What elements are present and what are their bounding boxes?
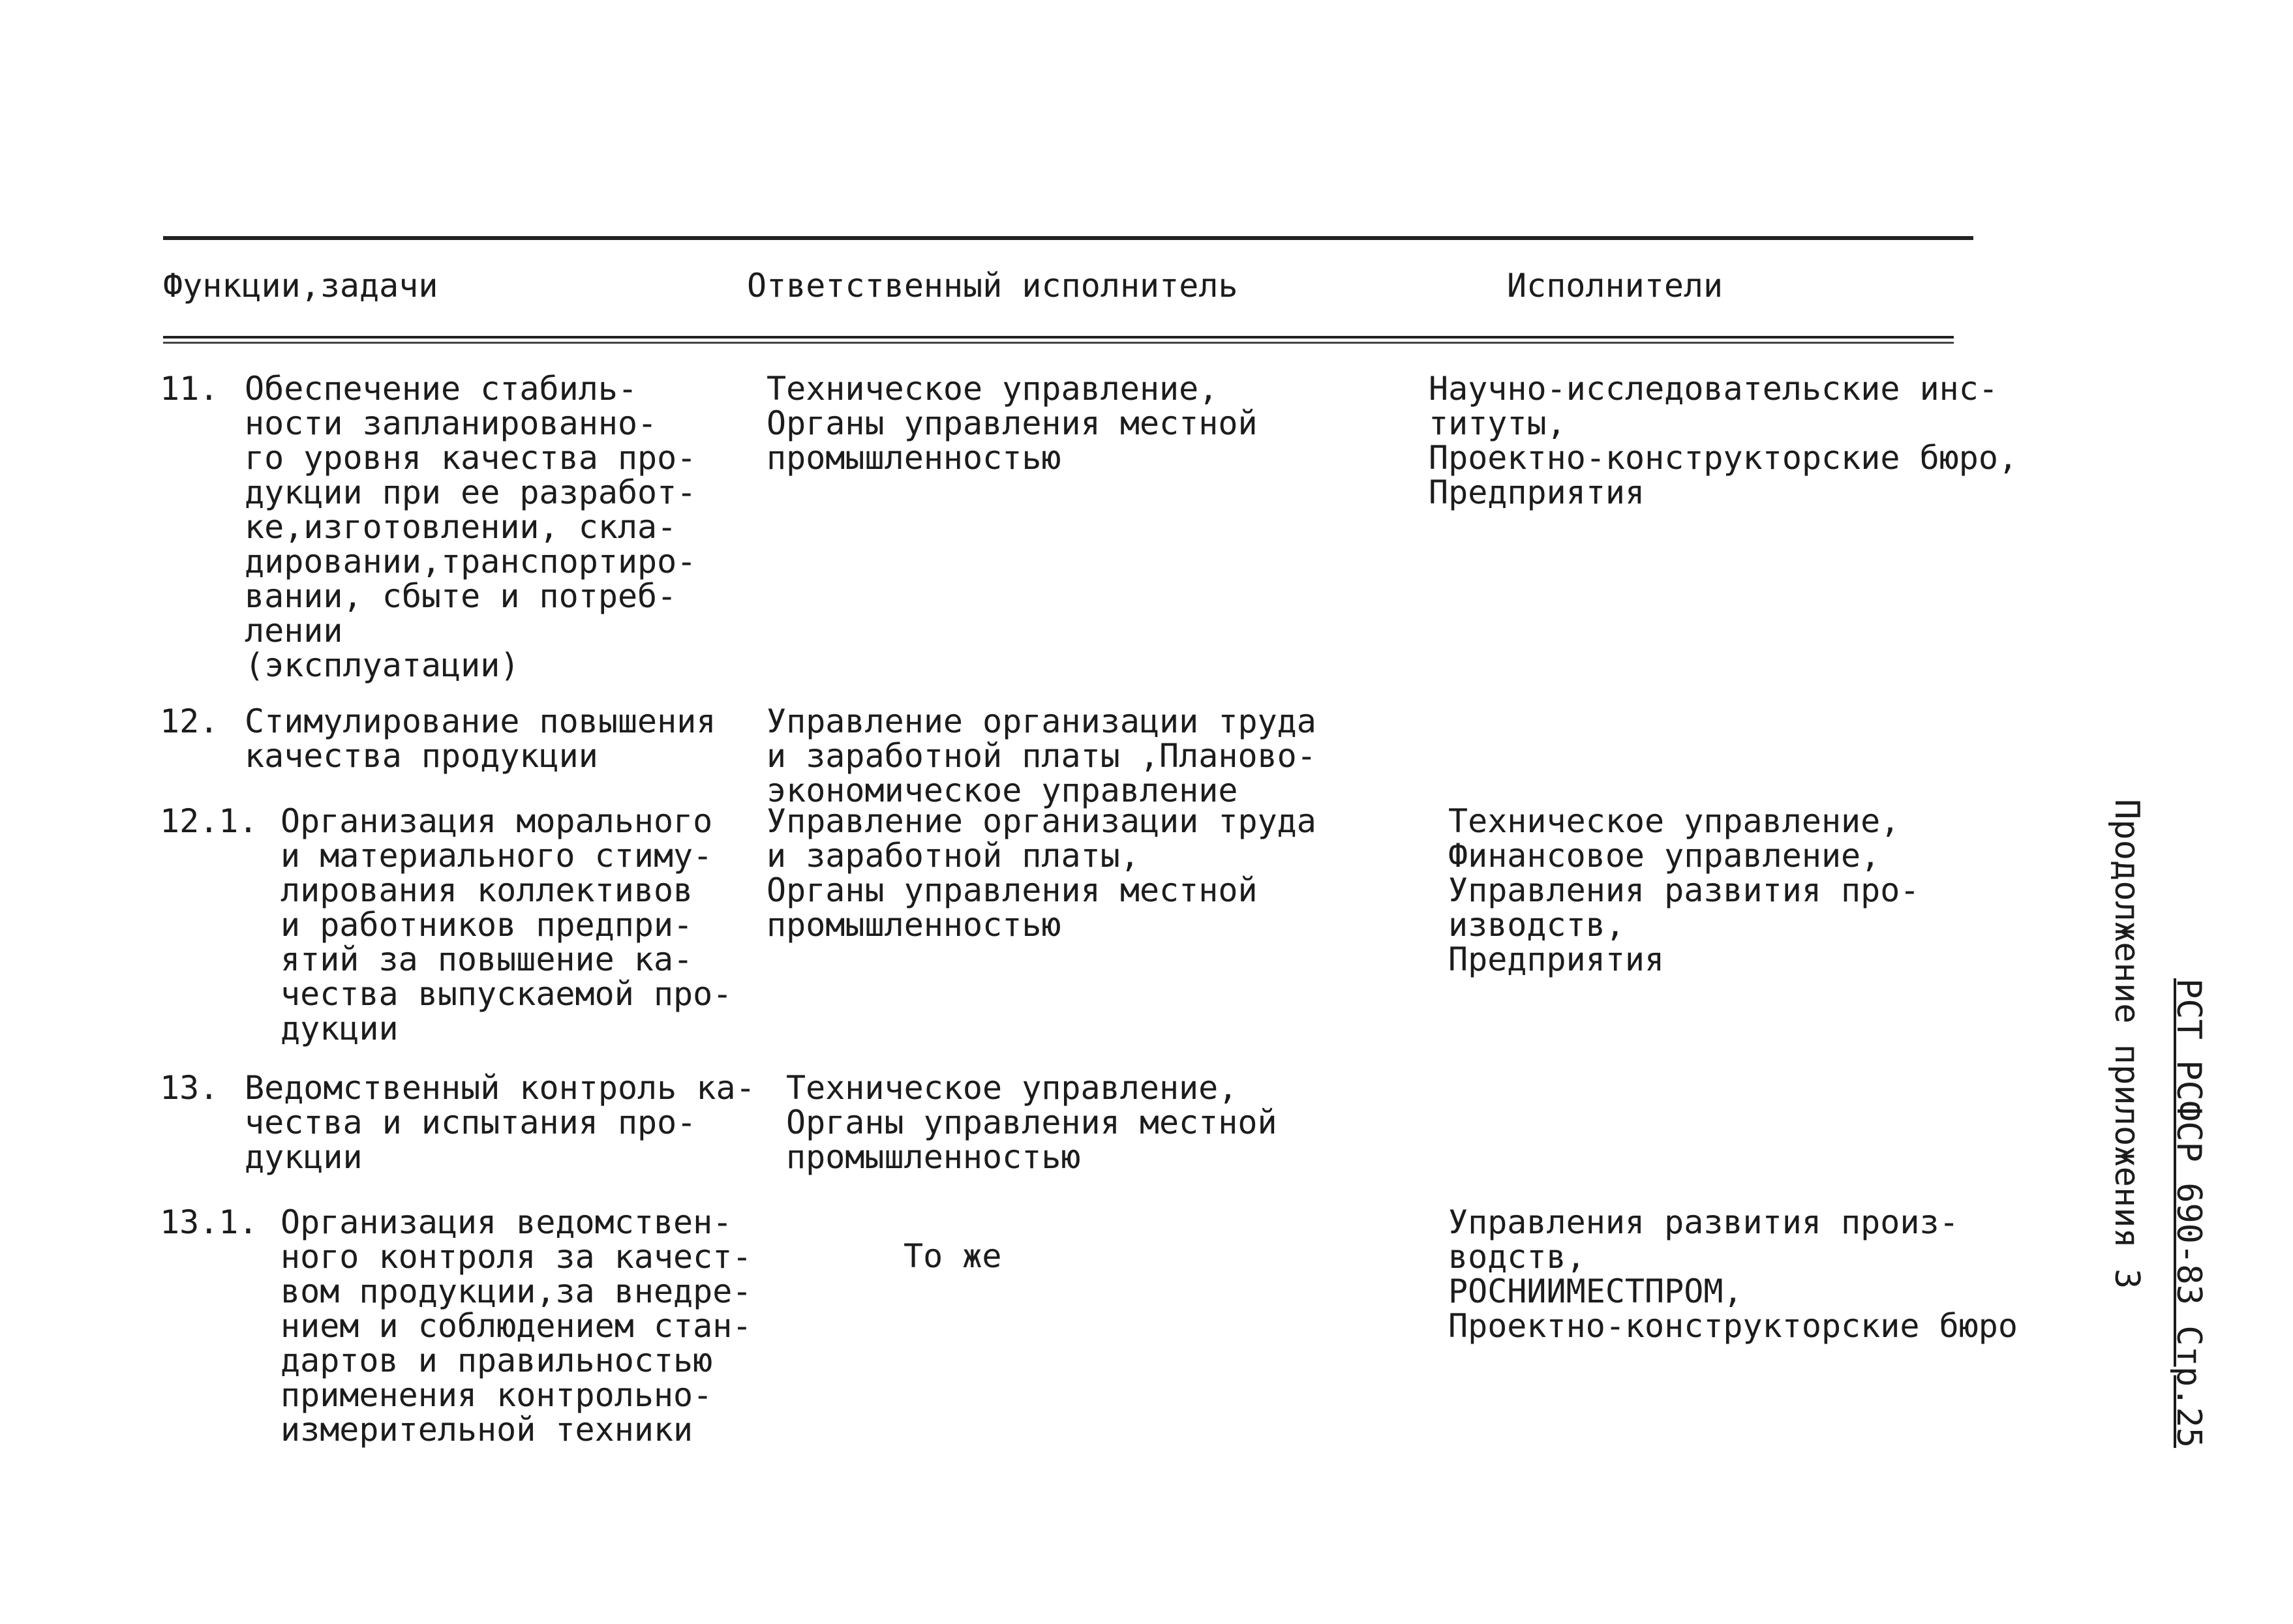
row-responsible: То же bbox=[904, 1237, 1002, 1275]
row-number: 13.1. bbox=[160, 1203, 258, 1241]
standard-page-reference: РСТ РСФСР 690-83 Стр.25 bbox=[2169, 978, 2208, 1449]
row-function: Стимулирование повышения качества продукции bbox=[245, 702, 716, 775]
row-executors: Техническое управление, Финансовое управление, Управления развития про- изводств, Предприятия bbox=[1448, 802, 1920, 978]
column-header-functions: Функции,задачи bbox=[163, 267, 438, 305]
row-responsible: Техническое управление, Органы управления местной промышленностью bbox=[786, 1069, 1277, 1176]
row-function: Организация ведомствен- ного контроля за качест- вом продукции,за внедре- нием и соблюдением стан- дартов и правильностью применения контрольно- измерительной техники bbox=[281, 1203, 752, 1449]
row-function: Обеспечение стабиль- ности запланированно- го уровня качества про- дукции при ее разработ- ке,изготовлении, скла- дировании,транспортиро- вании, сбыте и потреб- лении (эксплуатации) bbox=[245, 370, 697, 684]
row-executors: Управления развития произ- водств, РОСНИИМЕСТПРОМ, Проектно-конструкторские бюро bbox=[1448, 1203, 2018, 1345]
appendix-continuation-label: Продолжение приложения 3 bbox=[2107, 799, 2146, 1289]
row-function: Организация морального и материального стиму- лирования коллективов и работников предпри- ятий за повышение ка- чества выпускаемой про- дукции bbox=[281, 802, 733, 1047]
column-header-responsible: Ответственный исполнитель bbox=[747, 267, 1238, 305]
row-number: 13. bbox=[160, 1069, 219, 1107]
row-responsible: Управление организации труда и заработной платы, Органы управления местной промышленностью bbox=[767, 802, 1316, 944]
row-responsible: Управление организации труда и заработной платы ,Планово- экономическое управление bbox=[767, 702, 1316, 809]
row-executors: Научно-исследовательские инс- титуты, Проектно-конструкторские бюро, Предприятия bbox=[1429, 370, 2018, 511]
column-header-executors: Исполнители bbox=[1507, 267, 1724, 305]
row-number: 12. bbox=[160, 702, 219, 740]
header-top-rule bbox=[163, 236, 1973, 240]
row-number: 12.1. bbox=[160, 802, 258, 840]
row-function: Ведомственный контроль ка- чества и испытания про- дукции bbox=[245, 1069, 755, 1176]
row-number: 11. bbox=[160, 370, 219, 408]
header-bottom-rule bbox=[163, 336, 1954, 338]
row-responsible: Техническое управление, Органы управления местной промышленностью bbox=[767, 370, 1258, 477]
